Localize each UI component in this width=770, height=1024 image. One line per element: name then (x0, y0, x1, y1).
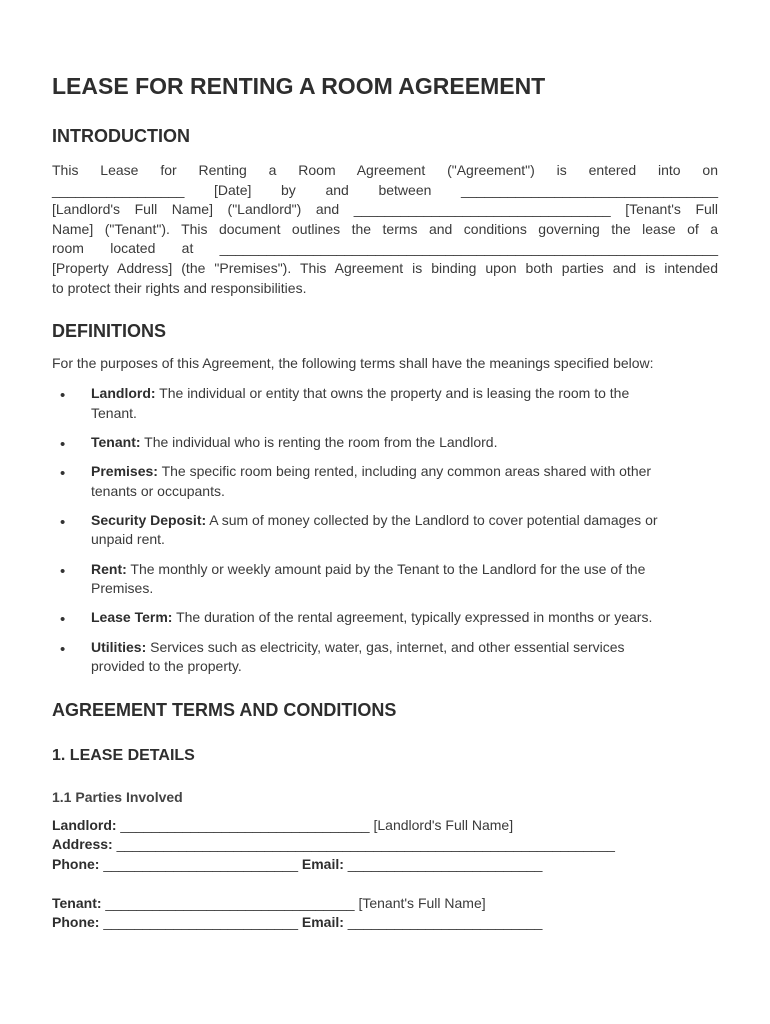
definition-text: The individual who is renting the room from the Landlord. (140, 433, 498, 450)
bullet-icon: • (60, 464, 66, 482)
intro-line: [Property Address] (the "Premises"). This Agreement is binding upon both parties and is intended (52, 259, 718, 276)
intro-line: This Lease for Renting a Room Agreement ("Agreement") is entered into on (52, 162, 718, 178)
email-label: Email: (301, 914, 344, 930)
landlord-blank[interactable]: ________________________________ [Landlord's Full Name] (116, 817, 514, 833)
tenant-blank[interactable]: ________________________________ [Tenant's Full Name] (101, 895, 486, 911)
email-label: Email: (301, 856, 344, 872)
parties-involved-heading: 1.1 Parties Involved (52, 789, 183, 805)
agreement-terms-heading: AGREEMENT TERMS AND CONDITIONS (52, 700, 397, 720)
document-title: LEASE FOR RENTING A ROOM AGREEMENT (52, 73, 546, 99)
phone-blank[interactable]: _________________________ (99, 914, 302, 930)
tenant-name-field[interactable] (52, 894, 486, 914)
list-item (52, 560, 722, 599)
landlord-contact-field[interactable] (52, 855, 542, 875)
landlord-name-field[interactable] (52, 816, 513, 836)
lease-details-heading: 1. LEASE DETAILS (52, 747, 195, 764)
intro-line: _________________ [Date] by and between _________________________________ (52, 181, 718, 198)
landlord-label: Landlord: (52, 817, 117, 833)
intro-line: Name] ("Tenant"). This document outlines the terms and conditions governing the lease of a (52, 220, 718, 237)
bullet-icon: • (60, 640, 66, 658)
tenant-contact-field[interactable] (52, 913, 542, 933)
definition-term: Lease Term: (91, 609, 173, 626)
definitions-heading: DEFINITIONS (52, 321, 167, 341)
definition-term: Landlord: (91, 385, 156, 401)
landlord-address-field[interactable] (52, 835, 615, 855)
bullet-icon: • (60, 513, 66, 531)
address-label: Address: (52, 836, 113, 852)
definition-text: The monthly or weekly amount paid by the Tenant to the Landlord for the use of the (126, 560, 646, 577)
definition-term: Premises: (91, 462, 158, 479)
definition-text: Premises. (91, 580, 154, 597)
tenant-label: Tenant: (52, 895, 102, 911)
list-item (52, 638, 722, 677)
bullet-icon: • (60, 562, 66, 580)
phone-label: Phone: (52, 914, 100, 930)
definitions-list (52, 384, 722, 677)
definition-text: The specific room being rented, including any common areas shared with other (157, 462, 652, 479)
list-item (52, 511, 722, 550)
introduction-heading: INTRODUCTION (52, 126, 190, 146)
list-item (52, 384, 722, 423)
list-item (52, 462, 722, 501)
definition-term: Security Deposit: (91, 511, 207, 528)
definition-text: A sum of money collected by the Landlord to cover potential damages or (206, 511, 658, 528)
introduction-paragraph (52, 161, 718, 298)
list-item (52, 608, 722, 628)
definition-text: Services such as electricity, water, gas, internet, and other essential services (146, 638, 625, 655)
bullet-icon: • (60, 611, 66, 629)
email-blank[interactable]: _________________________ (343, 856, 543, 872)
definition-term: Rent: (91, 560, 127, 577)
definition-text: unpaid rent. (91, 531, 165, 548)
definition-term: Tenant: (91, 433, 141, 450)
list-item (52, 433, 722, 453)
intro-line: room located at ________________________________________________________________ (52, 240, 718, 257)
definition-text: provided to the property. (91, 658, 242, 675)
address-blank[interactable]: ________________________________________________________________ (112, 836, 615, 852)
intro-line: to protect their rights and responsibilities. (52, 279, 307, 296)
email-blank[interactable]: _________________________ (343, 914, 543, 930)
definition-text: Tenant. (91, 404, 137, 421)
phone-label: Phone: (52, 856, 100, 872)
definition-text: tenants or occupants. (91, 482, 225, 499)
definition-text: The duration of the rental agreement, typically expressed in months or years. (172, 609, 653, 626)
bullet-icon: • (60, 435, 66, 453)
definition-text: The individual or entity that owns the property and is leasing the room to the (155, 385, 630, 401)
intro-line: [Landlord's Full Name] ("Landlord") and _________________________________ [Tenant's Full (52, 201, 718, 218)
definition-term: Utilities: (91, 638, 147, 655)
phone-blank[interactable]: _________________________ (99, 856, 302, 872)
bullet-icon: • (60, 387, 66, 404)
definitions-lead: For the purposes of this Agreement, the following terms shall have the meanings specified below: (52, 355, 654, 371)
